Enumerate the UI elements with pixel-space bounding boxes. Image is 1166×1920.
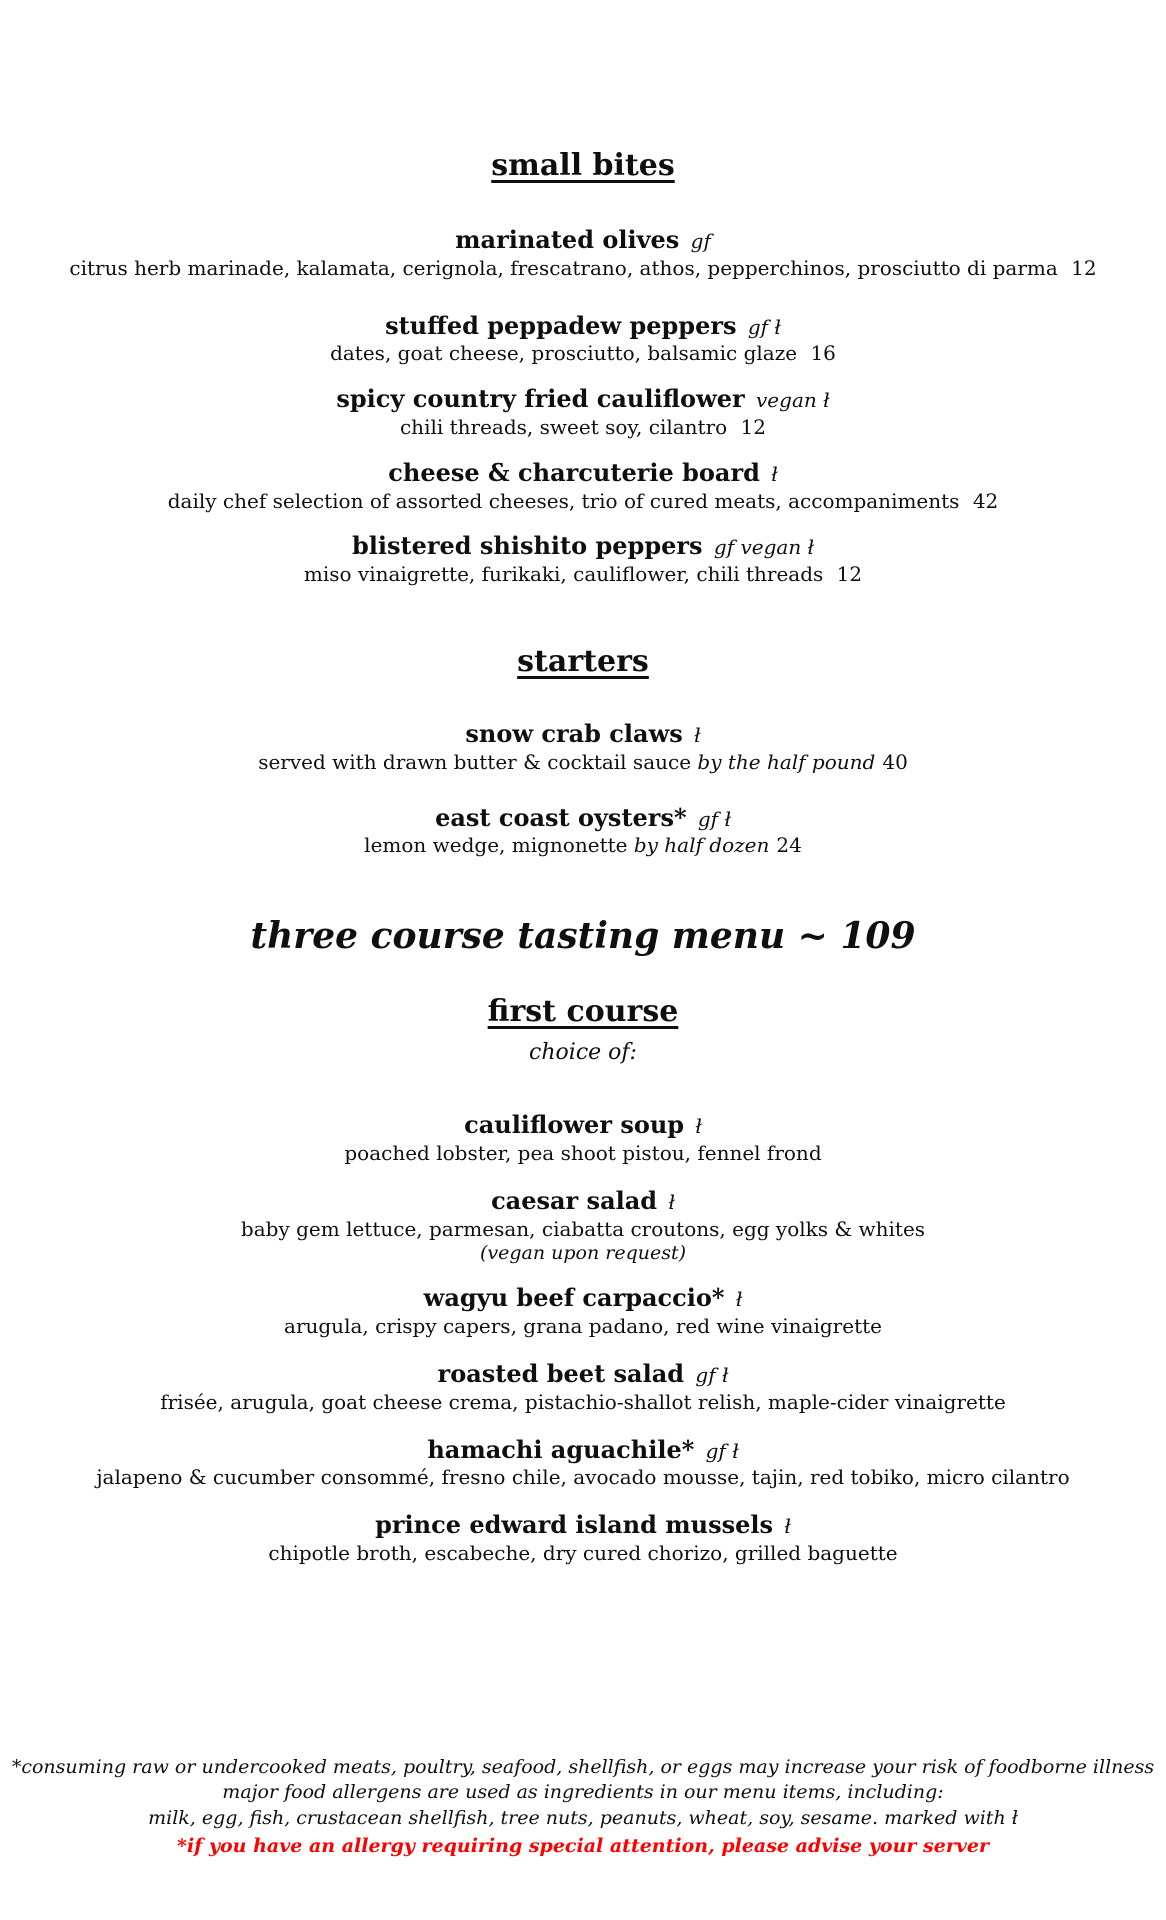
item-description: chipotle broth, escabeche, dry cured chorizo, grilled baguette xyxy=(268,1540,898,1565)
section-first-course xyxy=(0,1111,1166,1566)
section-starters xyxy=(0,720,1166,859)
item-dietary-tags: gf ł xyxy=(695,1362,729,1387)
item-dietary-tags: ł xyxy=(694,722,701,747)
section-heading-starters: starters xyxy=(517,643,649,679)
menu-item-snow-crab-claws xyxy=(0,720,1166,776)
item-name: prince edward island mussels xyxy=(375,1510,774,1540)
item-name: blistered shishito peppers xyxy=(351,531,703,561)
menu-item-hamachi-aguachile xyxy=(0,1436,1166,1492)
item-description: jalapeno & cucumber consommé, fresno chile, avocado mousse, tajin, red tobiko, micro cilantro xyxy=(96,1465,1070,1490)
item-price: 40 xyxy=(882,749,908,774)
item-price: 42 xyxy=(972,488,999,513)
menu-item-stuffed-peppadew-peppers xyxy=(0,312,1166,368)
footer-disclaimer-line-1: *consuming raw or undercooked meats, poultry, seafood, shellfish, or eggs may increase your risk of foodborne illness xyxy=(11,1755,1155,1778)
item-name: caesar salad xyxy=(491,1185,658,1215)
menu-item-cauliflower-soup xyxy=(0,1111,1166,1167)
item-description: lemon wedge, mignonette xyxy=(364,833,628,858)
item-serving-size: by half dozen xyxy=(633,833,770,858)
item-description: miso vinaigrette, furikaki, cauliflower, chili threads xyxy=(303,562,824,587)
item-name: snow crab claws xyxy=(465,718,683,748)
menu-item-cheese-charcuterie-board xyxy=(0,459,1166,515)
section-small-bites xyxy=(0,226,1166,588)
menu-item-prince-edward-island-mussels xyxy=(0,1511,1166,1567)
item-price: 12 xyxy=(740,414,766,439)
item-price: 16 xyxy=(810,341,836,366)
item-dietary-tags: gf ł xyxy=(705,1438,739,1463)
item-description: chili threads, sweet soy, cilantro xyxy=(399,414,728,439)
menu-item-wagyu-beef-carpaccio xyxy=(0,1284,1166,1340)
item-dietary-tags: ł xyxy=(695,1114,702,1139)
item-dietary-tags: gf xyxy=(690,229,711,253)
item-name: marinated olives xyxy=(455,225,680,254)
item-name: wagyu beef carpaccio* xyxy=(423,1283,725,1313)
item-price: 12 xyxy=(1071,255,1097,280)
item-dietary-tags: ł xyxy=(668,1189,675,1214)
section-heading-first-course: first course xyxy=(487,994,679,1030)
menu-item-marinated-olives xyxy=(0,226,1166,282)
item-note: (vegan upon request) xyxy=(479,1241,687,1264)
section-heading-small-bites: small bites xyxy=(491,148,675,183)
item-name: roasted beet salad xyxy=(437,1358,685,1388)
item-name: spicy country fried cauliflower xyxy=(336,384,745,414)
menu-item-roasted-beet-salad xyxy=(0,1360,1166,1416)
item-description: baby gem lettuce, parmesan, ciabatta croutons, egg yolks & whites xyxy=(240,1216,926,1241)
item-description: citrus herb marinade, kalamata, cerignola, frescatrano, athos, pepperchinos, prosciutto di parma xyxy=(69,255,1058,280)
menu-item-blistered-shishito-peppers xyxy=(0,532,1166,588)
first-course-subtitle: choice of: xyxy=(529,1040,637,1066)
menu-item-spicy-country-fried-cauliflower xyxy=(0,385,1166,441)
item-dietary-tags: gf vegan ł xyxy=(713,535,815,560)
item-name: cauliflower soup xyxy=(464,1110,685,1140)
item-description: dates, goat cheese, prosciutto, balsamic glaze xyxy=(330,341,798,366)
item-name: east coast oysters* xyxy=(435,802,687,832)
item-description: served with drawn butter & cocktail sauce xyxy=(258,749,692,774)
item-price: 24 xyxy=(776,833,802,858)
footer-disclaimer-line-2: major food allergens are used as ingredients in our menu items, including: xyxy=(222,1781,944,1804)
item-dietary-tags: gf ł xyxy=(697,806,731,831)
item-price: 12 xyxy=(836,562,863,587)
item-description: poached lobster, pea shoot pistou, fennel frond xyxy=(344,1141,822,1166)
item-description: daily chef selection of assorted cheeses, trio of cured meats, accompaniments xyxy=(167,488,960,513)
footer-disclaimer-line-3: milk, egg, fish, crustacean shellfish, tree nuts, peanuts, wheat, soy, sesame. marked with ł xyxy=(148,1806,1018,1829)
item-dietary-tags: ł xyxy=(771,461,778,486)
item-description: arugula, crispy capers, grana padano, red wine vinaigrette xyxy=(284,1314,882,1339)
item-dietary-tags: gf ł xyxy=(747,314,781,339)
item-dietary-tags: ł xyxy=(735,1287,743,1312)
item-name: cheese & charcuterie board xyxy=(388,457,760,487)
menu-item-east-coast-oysters xyxy=(0,804,1166,860)
item-description: frisée, arugula, goat cheese crema, pistachio-shallot relish, maple-cider vinaigrette xyxy=(160,1389,1006,1414)
item-name: stuffed peppadew peppers xyxy=(385,310,737,340)
item-name: hamachi aguachile* xyxy=(427,1434,695,1464)
item-dietary-tags: vegan ł xyxy=(756,388,830,413)
tasting-menu-title: three course tasting menu ~ 109 xyxy=(250,915,916,958)
item-serving-size: by the half pound xyxy=(697,749,876,774)
item-dietary-tags: ł xyxy=(784,1514,791,1539)
allergy-alert: *if you have an allergy requiring special attention, please advise your server xyxy=(177,1835,989,1858)
menu-item-caesar-salad xyxy=(0,1187,1166,1264)
footer-disclaimers xyxy=(0,1755,1166,1860)
